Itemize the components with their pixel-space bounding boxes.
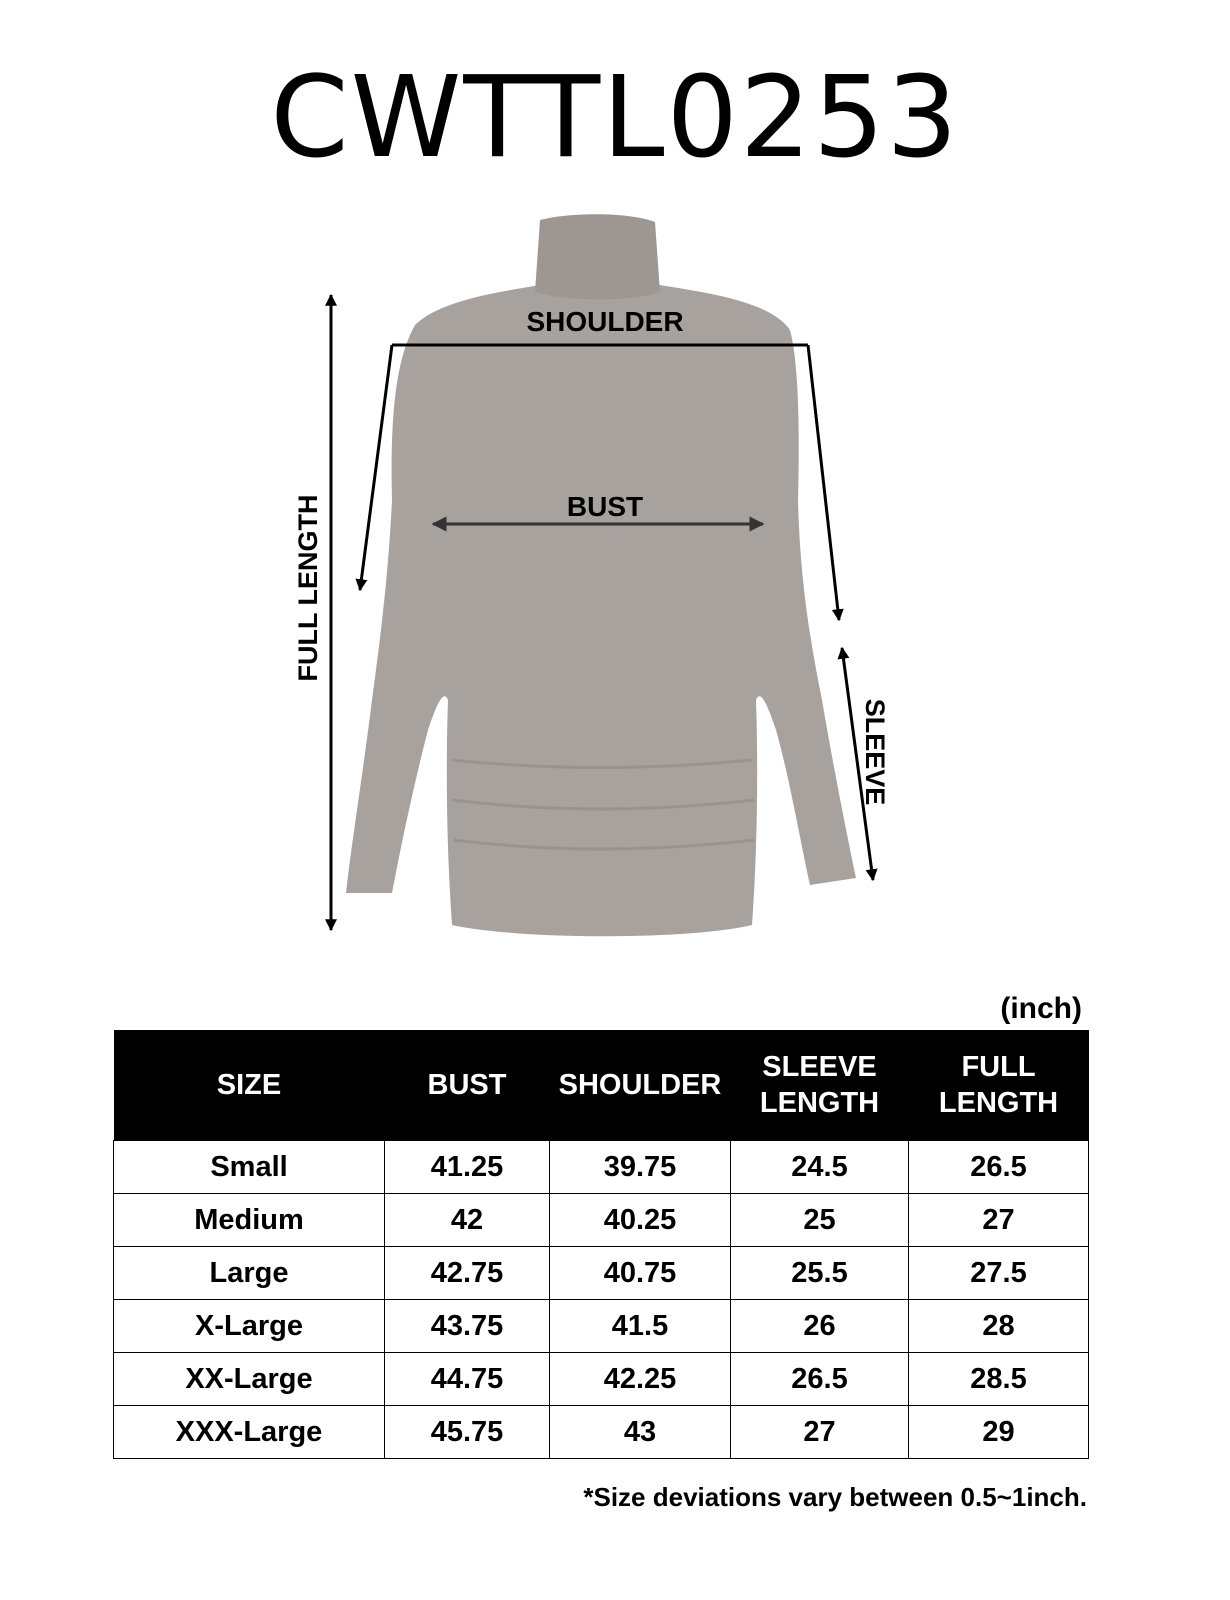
bust-cell: 42.75	[385, 1247, 550, 1300]
size-cell: Small	[114, 1141, 385, 1194]
sleeve-length-cell: 25.5	[731, 1247, 909, 1300]
full-length-cell: 28	[909, 1300, 1089, 1353]
bust-cell: 44.75	[385, 1353, 550, 1406]
shoulder-cell: 42.25	[550, 1353, 731, 1406]
bust-cell: 41.25	[385, 1141, 550, 1194]
table-header-row	[114, 1030, 1089, 1141]
full-length-cell: 29	[909, 1406, 1089, 1459]
size-deviation-footnote: *Size deviations vary between 0.5~1inch.	[583, 1482, 1087, 1512]
right-sleeve-arrow	[808, 345, 839, 620]
sleeve-length-cell: 25	[731, 1194, 909, 1247]
header-sleeve-length: SLEEVE LENGTH	[731, 1030, 909, 1141]
sleeve-length-cell: 24.5	[731, 1141, 909, 1194]
shoulder-label: SHOULDER	[526, 306, 684, 337]
bust-cell: 42	[385, 1194, 550, 1247]
table-row	[114, 1141, 1089, 1194]
table-row	[114, 1194, 1089, 1247]
size-cell: X-Large	[114, 1300, 385, 1353]
full-length-cell: 27.5	[909, 1247, 1089, 1300]
garment-collar	[535, 214, 660, 299]
bust-cell: 45.75	[385, 1406, 550, 1459]
left-sleeve-arrow	[360, 345, 392, 590]
bust-cell: 43.75	[385, 1300, 550, 1353]
size-cell: XXX-Large	[114, 1406, 385, 1459]
table-row	[114, 1406, 1089, 1459]
size-cell: Medium	[114, 1194, 385, 1247]
sleeve-length-cell: 27	[731, 1406, 909, 1459]
size-chart-table	[113, 1030, 1089, 1459]
full-length-label: FULL LENGTH	[293, 494, 323, 682]
header-full-length: FULL LENGTH	[909, 1030, 1089, 1141]
header-size: SIZE	[114, 1030, 385, 1141]
size-cell: XX-Large	[114, 1353, 385, 1406]
full-length-cell: 27	[909, 1194, 1089, 1247]
table-row	[114, 1353, 1089, 1406]
sleeve-length-cell: 26	[731, 1300, 909, 1353]
table-row	[114, 1247, 1089, 1300]
table-row	[114, 1300, 1089, 1353]
full-length-cell: 26.5	[909, 1141, 1089, 1194]
shoulder-cell: 39.75	[550, 1141, 731, 1194]
shoulder-cell: 40.25	[550, 1194, 731, 1247]
garment-body	[346, 285, 856, 936]
full-length-cell: 28.5	[909, 1353, 1089, 1406]
header-shoulder: SHOULDER	[550, 1030, 731, 1141]
shoulder-cell: 41.5	[550, 1300, 731, 1353]
header-bust: BUST	[385, 1030, 550, 1141]
shoulder-cell: 43	[550, 1406, 731, 1459]
size-cell: Large	[114, 1247, 385, 1300]
unit-label: (inch)	[1000, 992, 1082, 1025]
shoulder-cell: 40.75	[550, 1247, 731, 1300]
garment-measurement-diagram	[0, 195, 1230, 955]
product-code-title: CWTTL0253	[270, 53, 960, 183]
sleeve-length-cell: 26.5	[731, 1353, 909, 1406]
bust-label: BUST	[566, 491, 644, 522]
sleeve-label: SLEEVE	[860, 698, 890, 806]
